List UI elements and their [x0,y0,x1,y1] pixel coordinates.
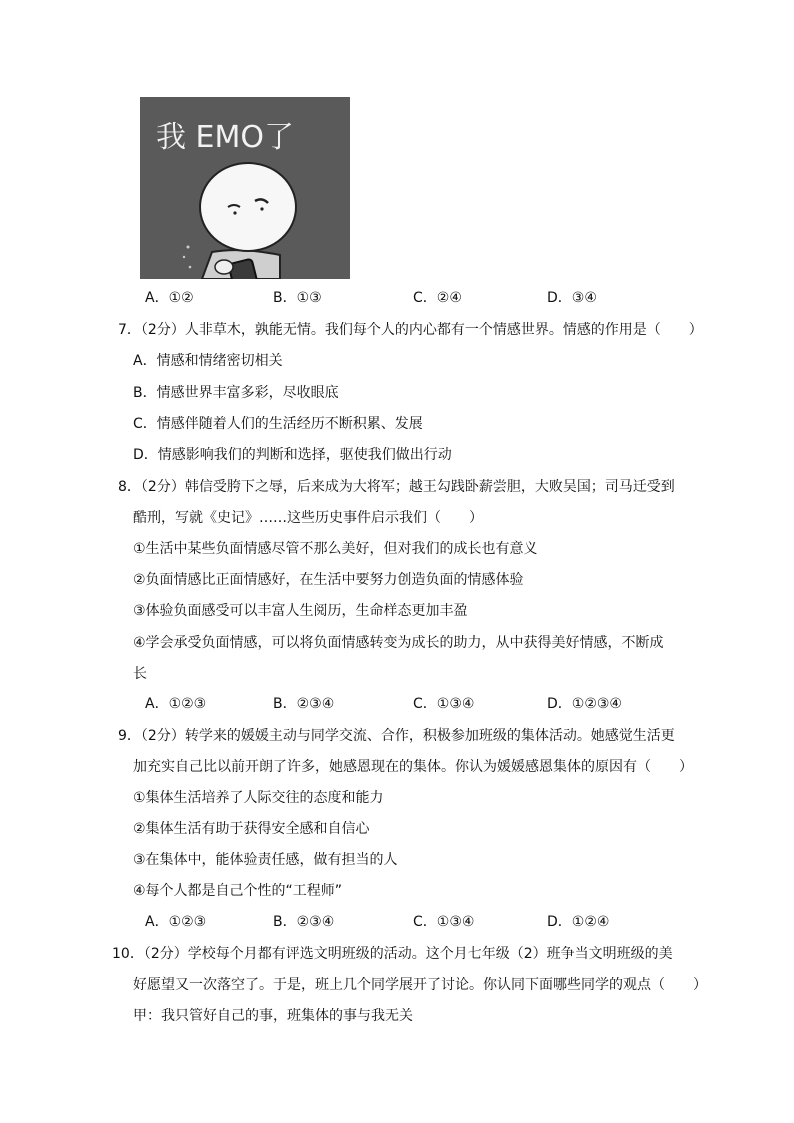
q6-option-a: A．①② [145,290,194,306]
q8-option-d: D．①②③④ [547,696,622,712]
q7-choice-b: B．情感世界丰富多彩，尽收眼底 [133,385,339,401]
q9-options [145,912,665,932]
q8-stem-line1: 8．（2分）韩信受胯下之辱，后来成为大将军；越王勾践卧薪尝胆，大败吴国；司马迁受到 [118,479,675,495]
q9-stem-line1: 9．（2分）转学来的媛媛主动与同学交流、合作，积极参加班级的集体活动。她感觉生活更 [118,728,675,744]
q7-choice-a: A．情感和情绪密切相关 [133,353,283,369]
q8-item-2: ②负面情感比正面情感好，在生活中要努力创造负面的情感体验 [133,572,524,588]
q7-stem: 7．（2分）人非草木，孰能无情。我们每个人的内心都有一个情感世界。情感的作用是（ ） [118,322,703,338]
q9-stem-line2: 加充实自己比以前开朗了许多，她感恩现在的集体。你认为媛媛感恩集体的原因有（ ） [133,759,693,775]
q9-item-2: ②集体生活有助于获得安全感和自信心 [133,821,370,837]
q6-options [145,288,665,308]
q9-option-c: C．①③④ [413,914,475,930]
q9-item-4: ④每个人都是自己个性的“工程师” [133,883,343,899]
q7-choice-d: D．情感影响我们的判断和选择，驱使我们做出行动 [133,447,452,463]
q6-option-d: D．③④ [547,290,597,306]
q6-option-c: C．②④ [413,290,462,306]
q8-options [145,694,665,714]
q9-option-d: D．①②④ [547,914,610,930]
q9-option-b: B．②③④ [273,914,335,930]
q8-item-4-cont: 长 [133,666,147,682]
q8-item-3: ③体验负面感受可以丰富人生阅历，生命样态更加丰盈 [133,603,468,619]
q9-item-1: ①集体生活培养了人际交往的态度和能力 [133,790,384,806]
q9-item-3: ③在集体中，能体验责任感，做有担当的人 [133,852,398,868]
q10-stem-line2: 好愿望又一次落空了。于是，班上几个同学展开了讨论。你认同下面哪些同学的观点（ ） [133,977,707,993]
caption-text: 我 EMO了 [156,120,294,155]
q8-stem-line2: 酷刑，写就《史记》……这些历史事件启示我们（ ） [133,510,483,526]
q8-item-1: ①生活中某些负面情感尽管不那么美好，但对我们的成长也有意义 [133,541,538,557]
q9-option-a: A．①②③ [145,914,207,930]
q7-choice-c: C．情感伴随着人们的生活经历不断积累、发展 [133,416,423,432]
emo-cartoon-image [140,97,350,279]
q8-option-a: A．①②③ [145,696,207,712]
q10-item-jia: 甲：我只管好自己的事，班集体的事与我无关 [133,1008,413,1024]
q8-option-c: C．①③④ [413,696,475,712]
q8-item-4: ④学会承受负面情感，可以将负面情感转变为成长的助力，从中获得美好情感，不断成 [133,635,664,651]
q8-option-b: B．②③④ [273,696,335,712]
q10-stem-line1: 10．（2分）学校每个月都有评选文明班级的活动。这个月七年级（2）班争当文明班级的美 [112,946,673,962]
q6-option-b: B．①③ [273,290,322,306]
